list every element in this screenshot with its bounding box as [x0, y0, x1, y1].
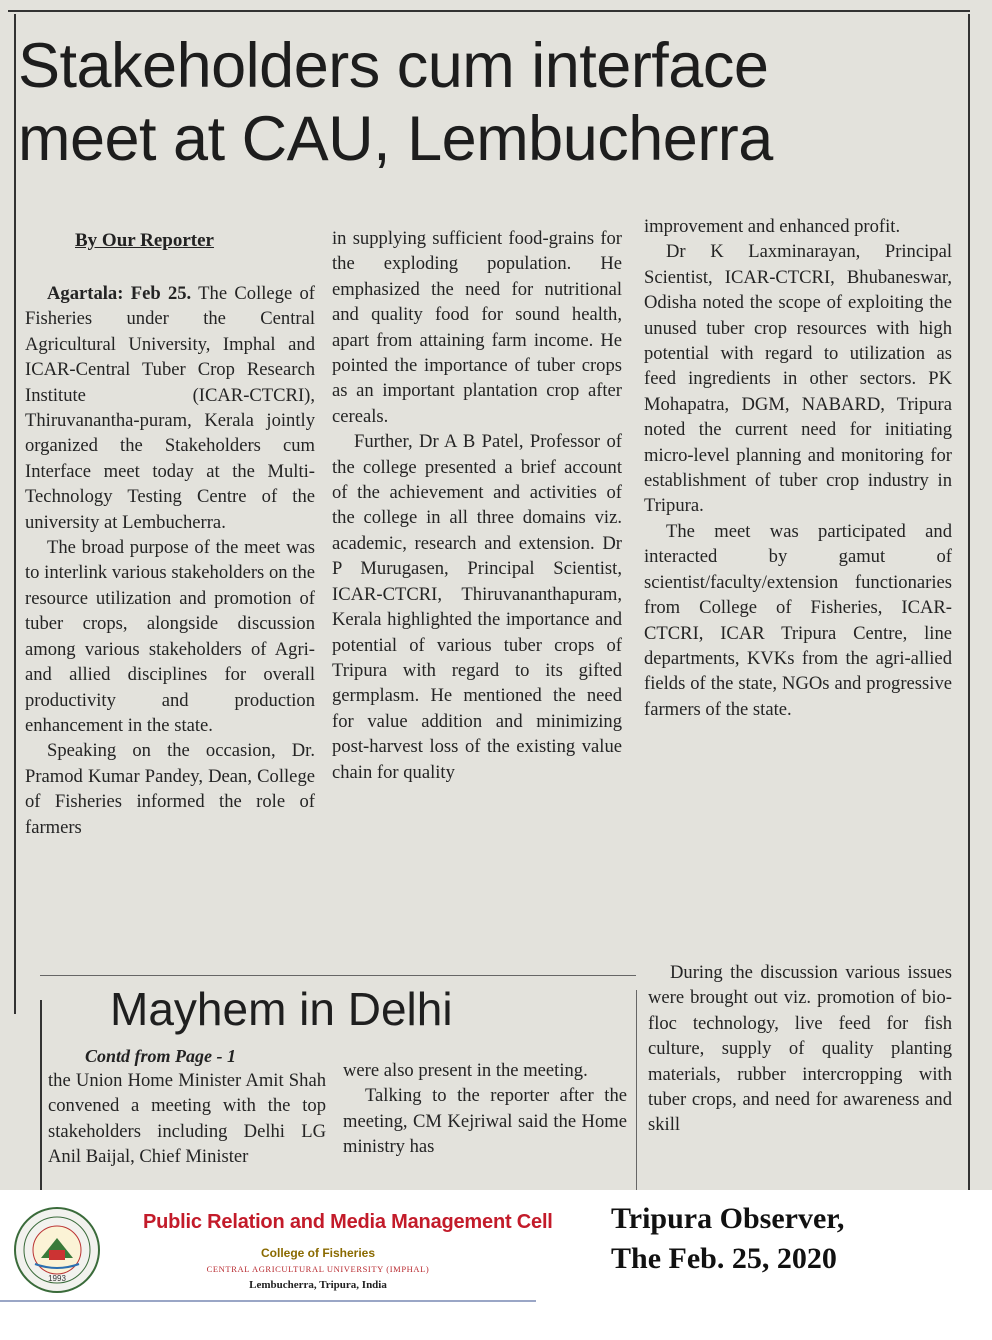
- article-column-3: [644, 214, 952, 722]
- article-column-1: [25, 281, 315, 840]
- footer-rule: [0, 1300, 536, 1302]
- article-column-3-continued: [648, 960, 952, 1138]
- mayhem-divider: [636, 990, 637, 1190]
- headline-line-1: Stakeholders cum interface: [18, 31, 769, 101]
- cell-title: Public Relation and Media Management Cell: [143, 1211, 553, 1233]
- article-headline: [18, 30, 958, 176]
- continued-label: Contd from Page - 1: [85, 1046, 236, 1066]
- left-column-rule: [14, 14, 16, 1014]
- paragraph: improvement and enhanced profit.: [644, 216, 901, 237]
- dateline: Agartala: Feb 25.: [47, 283, 192, 304]
- paragraph: The meet was participated and interacted by gamut of scientist/faculty/extension functionaries from College of Fisheries, ICAR-CTCRI, ICAR Tripura Centre, line departments, KVKs from the agri-allied fields of the state, NGOs and progressive farmers of the state.: [644, 520, 952, 720]
- source-newspaper: Tripura Observer,: [611, 1202, 845, 1235]
- paragraph: Further, Dr A B Patel, Professor of the college presented a brief account of the achievement and activities of the college in all three domains viz. academic, research and extension. Dr P Murugasen, Principal Scientist, ICAR-CTCRI, Thiruvananthapuram, Kerala highlighted the importance and potential of various tuber crops of Tripura with regard to its gifted germplasm. He mentioned the need for value addition and minimizing post-harvest loss of the existing value chain for quality: [332, 431, 622, 783]
- paragraph: Speaking on the occasion, Dr. Pramod Kumar Pandey, Dean, College of Fisheries informed the role of farmers: [25, 740, 315, 838]
- logo-year: 1993: [48, 1274, 66, 1283]
- paragraph: The College of Fisheries under the Central Agricultural University, Imphal and ICAR-Central Tuber Crop Research Institute (ICAR-CTCRI), Thiruvanantha-puram, Kerala jointly organized the Stakeholders cum Interface meet today at the Multi-Technology Testing Centre of the university at Lembucherra.: [25, 283, 315, 533]
- paragraph: in supplying sufficient food-grains for the exploding population. He emphasized the need for nutritional and quality food for sound health, apart from attaining farm income. He pointed the importance of tuber crops as an important plantation crop after cereals.: [332, 228, 622, 427]
- college-name: College of Fisheries: [260, 1246, 376, 1260]
- paragraph: Dr K Laxminarayan, Principal Scientist, ICAR-CTCRI, Bhubaneswar, Odisha noted the scope of exploiting the unused tuber crop resources with high potential with regard to utilization as feed ingredients in other sectors. PK Mohapatra, DGM, NABARD, Tripura noted the current need for initiating micro-level planning and monitoring for establishment of tuber crop industry in Tripura.: [644, 241, 952, 517]
- second-article-headline: Mayhem in Delhi: [110, 983, 453, 1035]
- right-column-rule: [968, 14, 970, 1190]
- article-column-2: [332, 226, 622, 785]
- lower-left-rule: [40, 1000, 42, 1190]
- university-name: CENTRAL AGRICULTURAL UNIVERSITY (IMPHAL): [206, 1264, 430, 1274]
- paragraph: Talking to the reporter after the meeting, CM Kejriwal said the Home ministry has: [343, 1085, 627, 1158]
- mayhem-top-rule: [40, 975, 636, 976]
- paragraph: the Union Home Minister Amit Shah convened a meeting with the top stakeholders including Delhi LG Anil Baijal, Chief Minister: [48, 1070, 326, 1168]
- top-rule: [8, 10, 970, 12]
- paragraph: During the discussion various issues were brought out viz. promotion of bio-floc technology, live feed for fish culture, supply of quality planting materials, rubber intercropping with tuber crops, and need for awareness and skill: [648, 962, 952, 1136]
- paragraph: The broad purpose of the meet was to interlink various stakeholders on the resource utilization and promotion of tuber crops, alongside discussion among various stakeholders of Agri- and allied disciplines for overall productivity and production enhancement in the state.: [25, 537, 315, 736]
- headline-line-2: meet at CAU, Lembucherra: [18, 104, 773, 174]
- second-article-column-2: [343, 1058, 627, 1160]
- university-logo-icon: [5, 1206, 110, 1294]
- paragraph: were also present in the meeting.: [343, 1060, 588, 1081]
- location: Lembucherra, Tripura, India: [249, 1279, 387, 1291]
- second-article-column-1: [48, 1068, 326, 1170]
- source-date: The Feb. 25, 2020: [611, 1242, 837, 1275]
- byline: By Our Reporter: [75, 230, 214, 251]
